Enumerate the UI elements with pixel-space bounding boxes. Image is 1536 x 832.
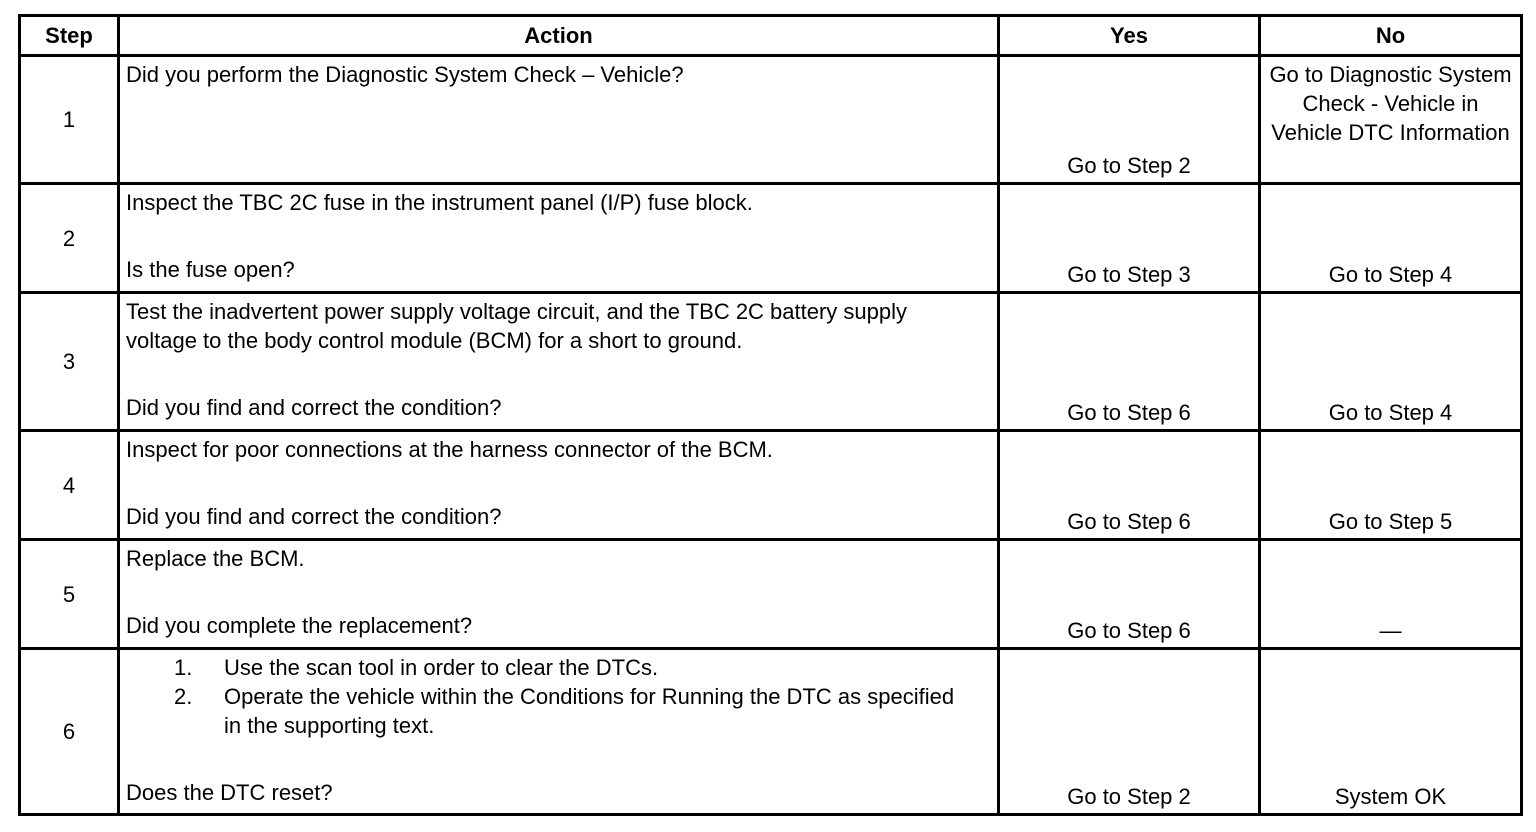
- question-text: Did you find and correct the condition?: [126, 395, 502, 420]
- header-no: No: [1260, 16, 1522, 56]
- header-action: Action: [119, 16, 999, 56]
- step-number: 4: [20, 431, 119, 540]
- action-text: Test the inadvertent power supply voltage circuit, and the TBC 2C battery supply voltage to the body control module (BCM) for a short to ground.: [126, 299, 908, 353]
- no-cell: [1260, 56, 1522, 184]
- substep-number: 2.: [174, 684, 193, 709]
- step-number: 1: [20, 56, 119, 184]
- yes-cell: Go to Step 6: [999, 540, 1260, 649]
- no-cell: System OK: [1260, 649, 1522, 815]
- yes-cell: Go to Step 2: [999, 649, 1260, 815]
- question-text: Did you complete the replacement?: [126, 613, 473, 638]
- header-step: Step: [20, 16, 119, 56]
- action-text: Inspect the TBC 2C fuse in the instrument panel (I/P) fuse block.: [126, 190, 753, 215]
- yes-cell: Go to Step 6: [999, 431, 1260, 540]
- substep-text: Use the scan tool in order to clear the DTCs.: [224, 655, 659, 680]
- no-cell: [1260, 540, 1522, 649]
- table-row: [20, 649, 1522, 815]
- table-row: [20, 56, 1522, 184]
- action-cell: [119, 540, 999, 649]
- header-row: [20, 16, 1522, 56]
- no-cell: Go to Step 4: [1260, 293, 1522, 431]
- table-row: [20, 293, 1522, 431]
- no-text: Go to Diagnostic System Check - Vehicle in Vehicle DTC Information: [1269, 62, 1512, 145]
- substep-list: [126, 653, 991, 740]
- action-text: Did you perform the Diagnostic System Check – Vehicle?: [126, 62, 684, 87]
- no-cell: Go to Step 5: [1260, 431, 1522, 540]
- yes-cell: Go to Step 6: [999, 293, 1260, 431]
- yes-cell: Go to Step 2: [999, 56, 1260, 184]
- action-cell: [119, 184, 999, 293]
- question-text: Is the fuse open?: [126, 257, 295, 282]
- question-text: Did you find and correct the condition?: [126, 504, 502, 529]
- action-text: Inspect for poor connections at the harness connector of the BCM.: [126, 437, 773, 462]
- table-row: [20, 431, 1522, 540]
- not-applicable-dash: —: [1379, 618, 1402, 643]
- action-cell: [119, 56, 999, 184]
- step-number: 2: [20, 184, 119, 293]
- action-text: Replace the BCM.: [126, 546, 305, 571]
- header-yes: Yes: [999, 16, 1260, 56]
- diagnostic-table: [18, 14, 1523, 816]
- step-number: 3: [20, 293, 119, 431]
- list-item: [126, 682, 991, 740]
- table-row: [20, 540, 1522, 649]
- question-text: Does the DTC reset?: [126, 780, 333, 805]
- list-item: [126, 653, 991, 682]
- substep-text: Operate the vehicle within the Conditions for Running the DTC as specified in the supporting text.: [224, 684, 955, 738]
- table-row: [20, 184, 1522, 293]
- step-number: 5: [20, 540, 119, 649]
- action-cell: [119, 293, 999, 431]
- yes-cell: Go to Step 3: [999, 184, 1260, 293]
- no-cell: Go to Step 4: [1260, 184, 1522, 293]
- action-cell: [119, 649, 999, 815]
- step-number: 6: [20, 649, 119, 815]
- action-cell: [119, 431, 999, 540]
- substep-number: 1.: [174, 655, 193, 680]
